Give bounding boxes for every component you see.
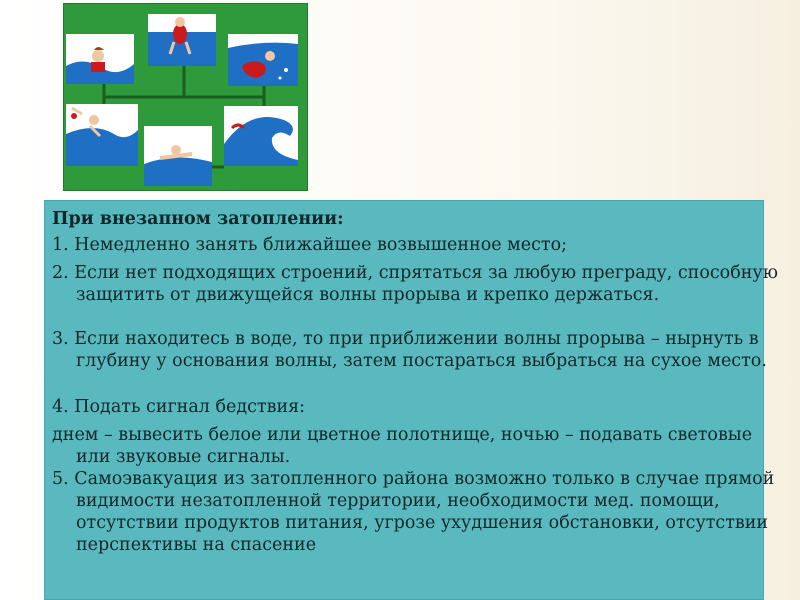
- step-4-detail: днем – вывесить белое или цветное полотнище, ночью – подавать световые или звуковые сигналы.: [52, 425, 753, 467]
- person-crawling-ashore-icon: [144, 126, 212, 186]
- step-1: 1. Немедленно занять ближайшее возвышенное место;: [52, 235, 568, 255]
- big-wave-icon: [224, 106, 298, 166]
- person-diving-icon: [148, 14, 216, 66]
- person-underwater-icon: [228, 34, 298, 86]
- instructions-heading: При внезапном затоплении:: [52, 209, 344, 229]
- step-4: 4. Подать сигнал бедствия:: [52, 397, 306, 417]
- step-5: 5. Самоэвакуация из затопленного района возможно только в случае прямой видимости незатопленной территории, необходимости мед. помощи, отсутствии продуктов питания, угрозе ухудшения обстановки, отсутствии перспективы на спасение: [52, 469, 775, 555]
- person-in-wave-icon: [66, 34, 134, 84]
- step-2: 2. Если нет подходящих строений, спрятаться за любую преграду, способную защитить от движущейся волны прорыва и крепко держаться.: [52, 263, 778, 305]
- person-swimming-icon: [66, 104, 138, 166]
- flood-safety-illustration: [63, 3, 308, 191]
- instructions-panel: [44, 200, 778, 600]
- step-3: 3. Если находитесь в воде, то при приближении волны прорыва – нырнуть в глубину у основания волны, затем постараться выбраться на сухое место.: [52, 329, 767, 371]
